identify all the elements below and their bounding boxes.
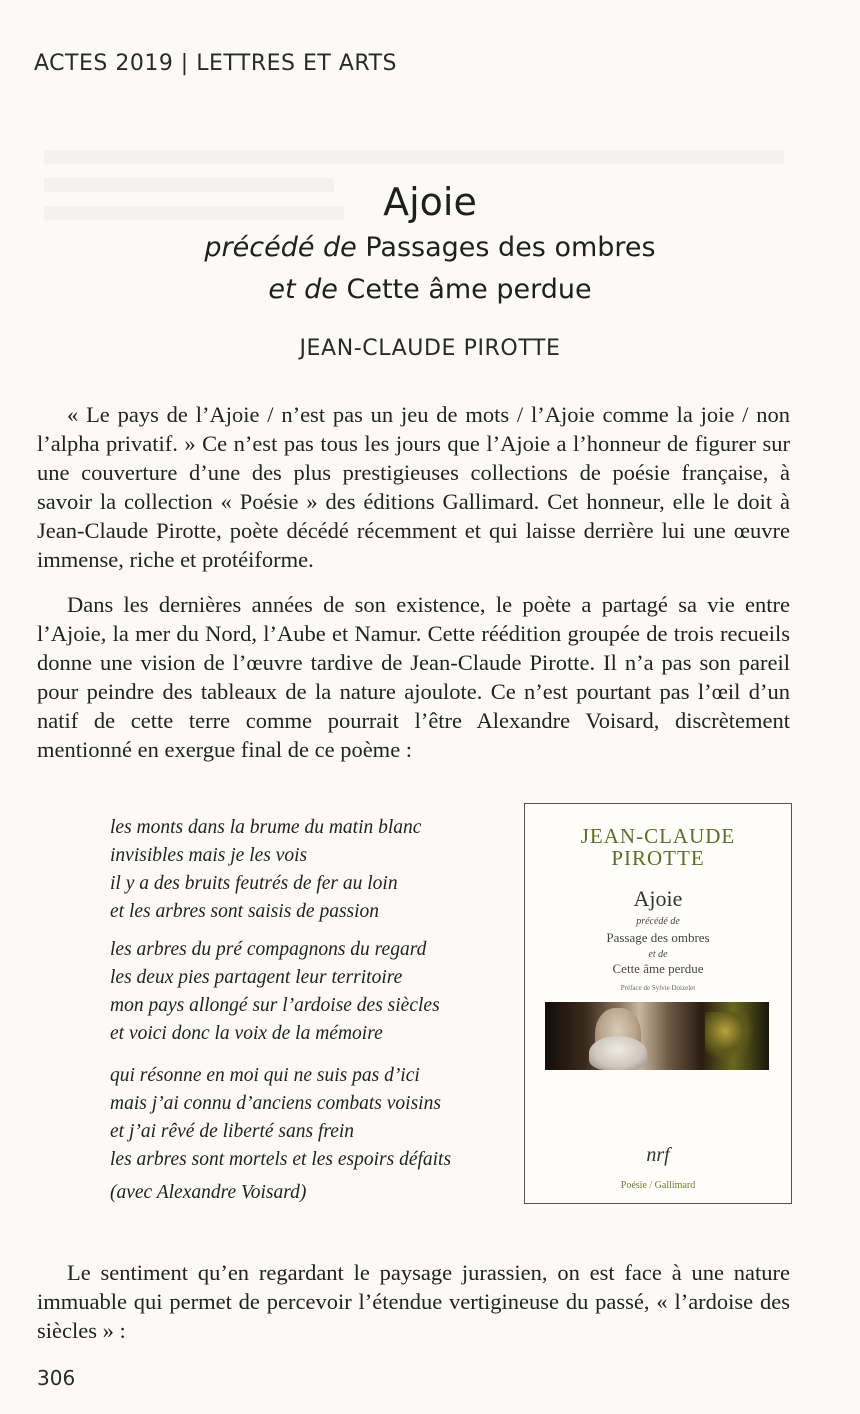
subtitle-1-text: Passages des ombres	[356, 232, 656, 263]
cover-preceded: précédé de	[636, 916, 680, 927]
cover-author-photo	[545, 1002, 769, 1070]
poem-stanza	[110, 814, 421, 926]
body-paragraph: Dans les dernières années de son existence, le poète a partagé sa vie entre l’Ajoie, la mer du Nord, l’Aube et Namur. Cette réédition groupée de trois recueils donne une vision de l’œuvre tardive de Jean-Claude Pirotte. Il n’a pas son pareil pour peindre des tableaux de la nature ajoulote. Ce n’est pourtant pas l’œil d’un natif de cette terre comme pourrait l’être Alexandre Voisard, discrètement mentionné en exergue final de ce poème :	[37, 592, 790, 762]
poem-credit: (avec Alexandre Voisard)	[110, 1182, 307, 1203]
body-paragraph: « Le pays de l’Ajoie / n’est pas un jeu de mots / l’Ajoie comme la joie / non l’alpha privatif. » Ce n’est pas tous les jours que l’Ajoie a l’honneur de figurer sur une couverture d’une des plus prestigieuses collections de poésie française, à savoir la collection « Poésie » des éditions Gallimard. Cet honneur, elle le doit à Jean-Claude Pirotte, poète décédé récemment et qui laisse derrière lui une œuvre immense, riche et protéiforme.	[37, 402, 790, 572]
poem-line: qui résonne en moi qui ne suis pas d’ici	[110, 1065, 420, 1086]
article-author: JEAN-CLAUDE PIROTTE	[299, 336, 561, 361]
cover-author-line-1: JEAN-CLAUDE	[580, 824, 736, 848]
article-subtitle-1	[0, 232, 860, 263]
article-subtitle-2	[0, 274, 860, 305]
poem-line: et les arbres sont saisis de passion	[110, 901, 380, 922]
book-cover	[524, 803, 792, 1204]
poem-stanza	[110, 1062, 451, 1174]
poem-line: les deux pies partagent leur territoire	[110, 967, 403, 988]
photo-beard	[589, 1036, 647, 1070]
poem-line: invisibles mais je les vois	[110, 845, 308, 866]
subtitle-1-italic: précédé de	[204, 232, 357, 263]
page-number: 306	[37, 1366, 76, 1390]
poem-line: mon pays allongé sur l’ardoise des siècles	[110, 995, 440, 1016]
subtitle-2-italic: et de	[268, 274, 338, 305]
cover-work-2: Cette âme perdue	[612, 961, 704, 976]
cover-preface: Préface de Sylvie Doizelet	[620, 984, 696, 992]
show-through-line	[44, 150, 784, 164]
poem-line: les monts dans la brume du matin blanc	[110, 817, 422, 838]
poem-line: les arbres du pré compagnons du regard	[110, 939, 427, 960]
cover-publisher: Poésie / Gallimard	[620, 1180, 696, 1191]
cover-work-1: Passage des ombres	[606, 930, 710, 945]
poem-line: et j’ai rêvé de liberté sans frein	[110, 1121, 355, 1142]
running-head: ACTES 2019 | LETTRES ET ARTS	[34, 51, 397, 76]
poem-line: mais j’ai connu d’anciens combats voisins	[110, 1093, 441, 1114]
article-title: Ajoie	[383, 180, 477, 224]
photo-background-light	[705, 1012, 755, 1060]
poem-stanza	[110, 936, 440, 1048]
cover-imprint-logo: nrf	[646, 1144, 670, 1166]
cover-title: Ajoie	[633, 886, 683, 911]
cover-author-line-2: PIROTTE	[611, 846, 705, 870]
poem-line: les arbres sont mortels et les espoirs défaits	[110, 1149, 452, 1170]
poem-line: et voici donc la voix de la mémoire	[110, 1023, 383, 1044]
body-paragraph: Le sentiment qu’en regardant le paysage jurassien, on est face à une nature immuable qui permet de percevoir l’étendue vertigineuse du passé, « l’ardoise des siècles » :	[37, 1260, 790, 1343]
poem-line: il y a des bruits feutrés de fer au loin	[110, 873, 398, 894]
subtitle-2-text: Cette âme perdue	[337, 274, 592, 305]
cover-and: et de	[648, 949, 668, 960]
